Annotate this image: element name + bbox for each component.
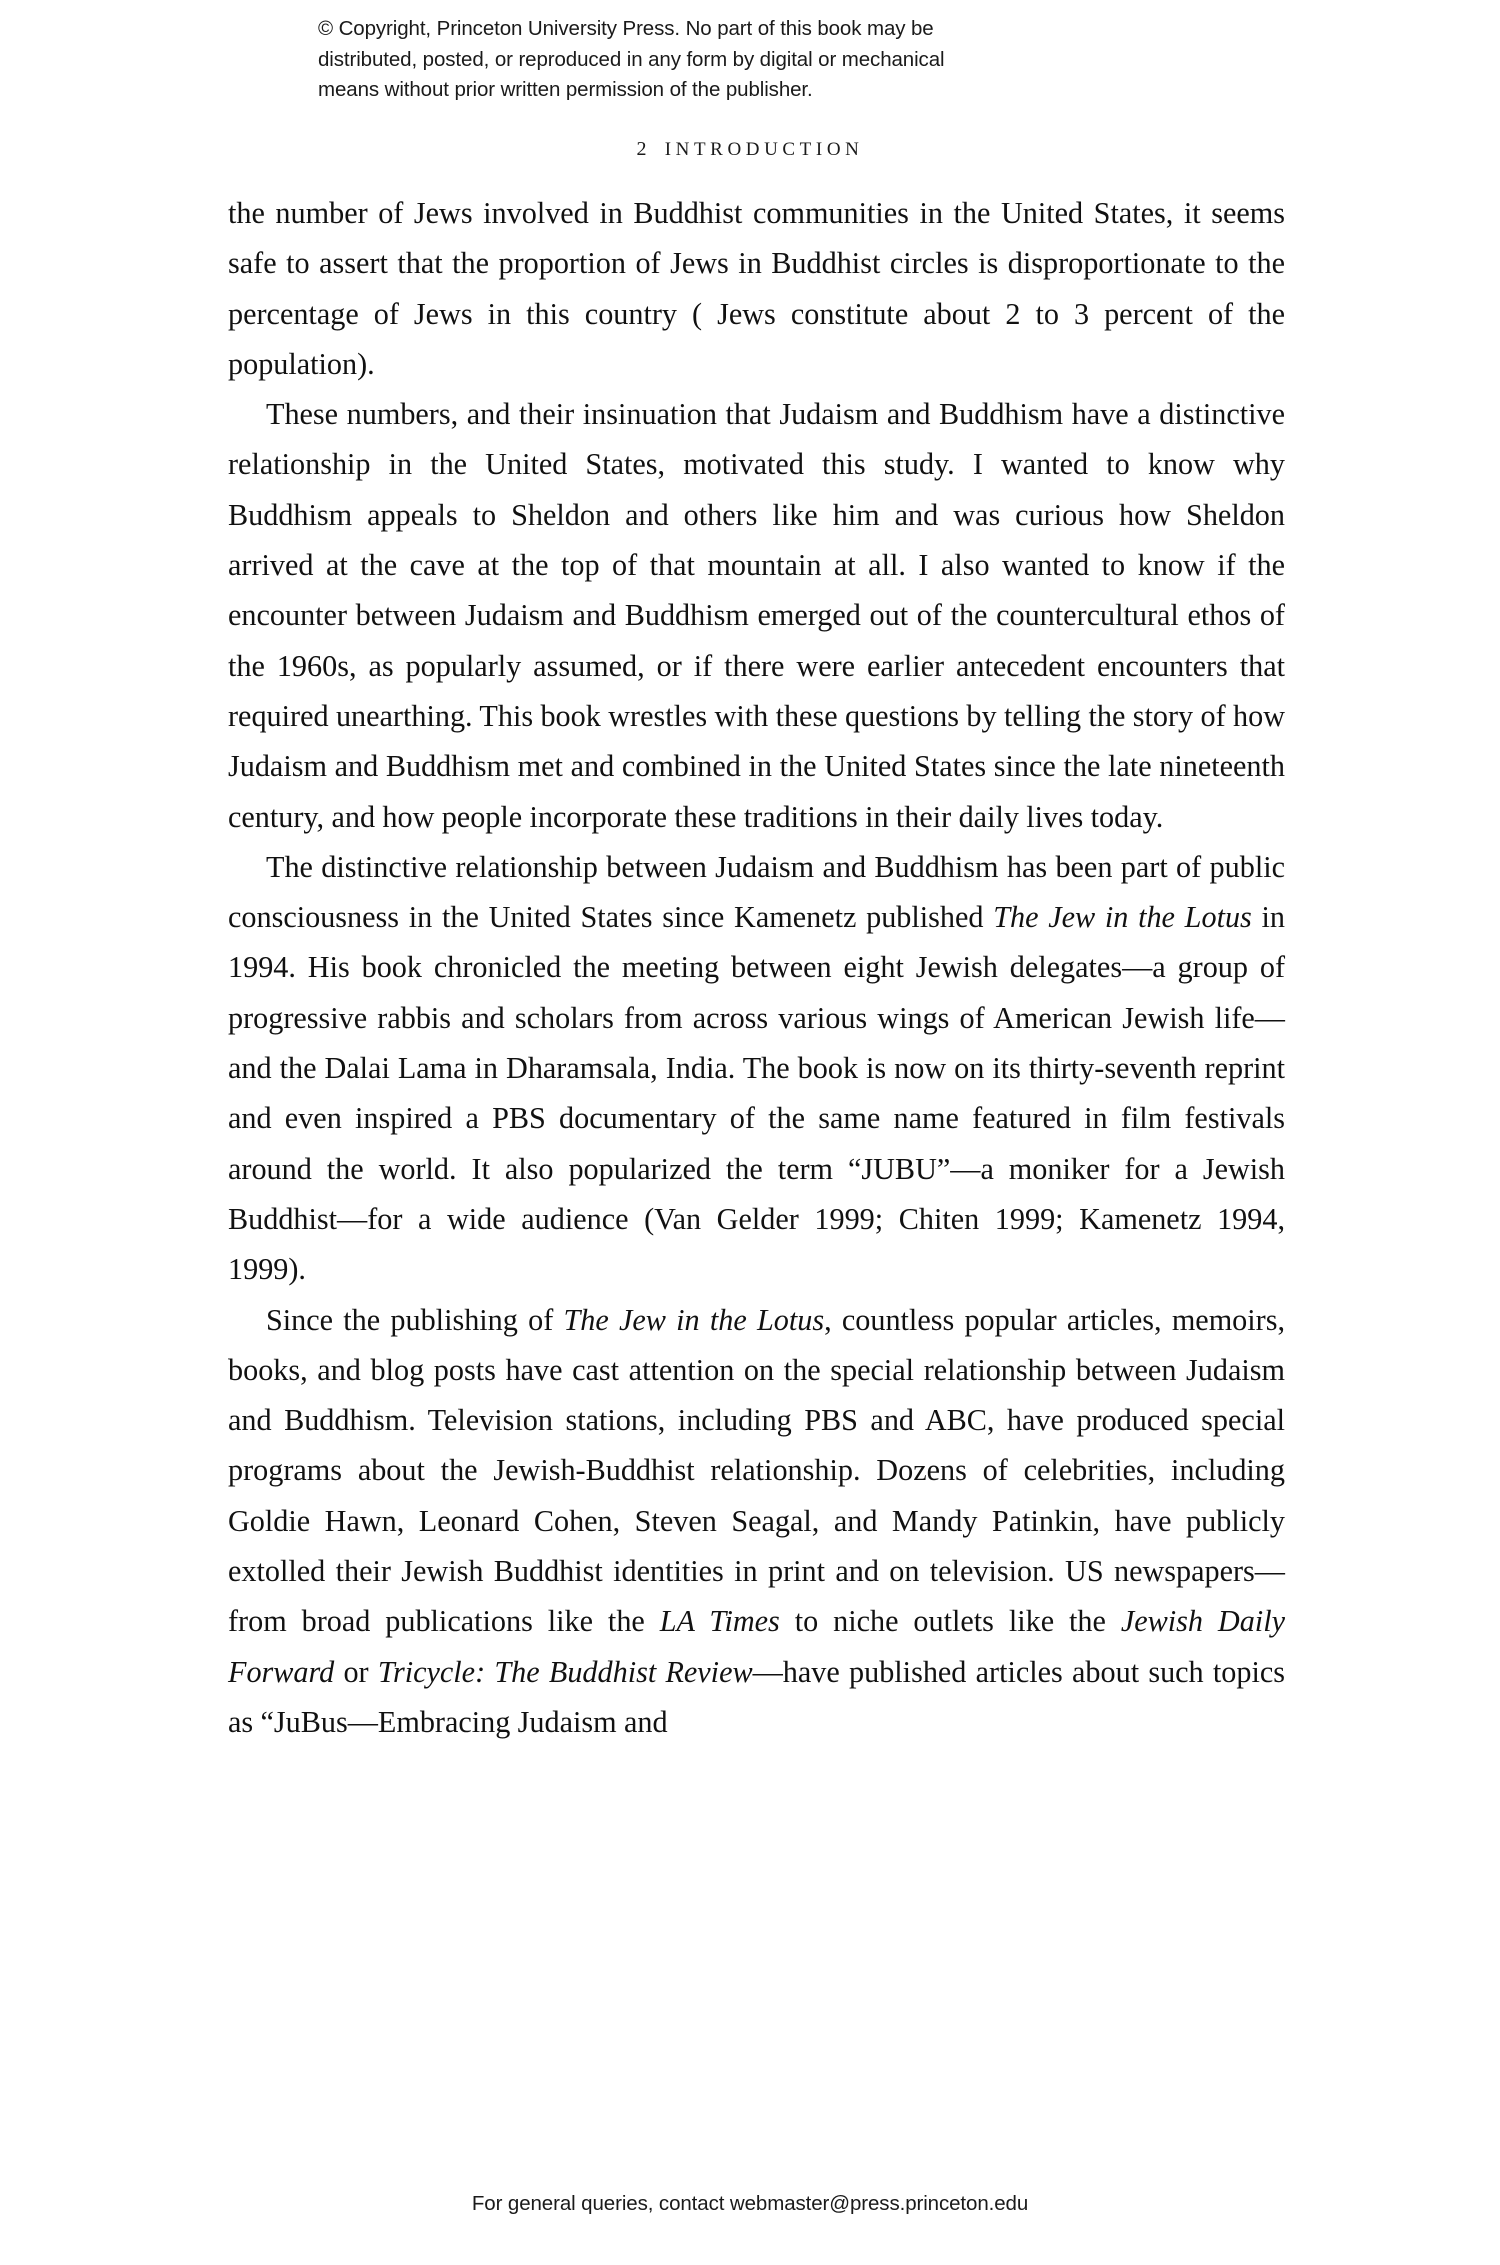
- italic-title-1: The Jew in the Lotus: [563, 1302, 825, 1337]
- text-run-4: to niche outlets like the: [779, 1604, 1121, 1639]
- page-folio-number: 2: [636, 138, 648, 160]
- italic-title-3: LA Times: [659, 1604, 780, 1639]
- italic-title-5: Jewish Daily Forward: [228, 1604, 1285, 1689]
- text-run-6: or: [334, 1654, 378, 1689]
- text-run-0: These numbers, and their insinuation that Judaism and Buddhism have a distinctive relationship in the United States, motivated this study. I wanted to know why Buddhism appeals to Sheldon and others like him and was curious how Sheldon arrived at the cave at the top of that mountain at all. I also wanted to know if the encounter between Judaism and Buddhism emerged out of the countercultural ethos of the 1960s, as popularly assumed, or if there were earlier antecedent encounters that required unearthing. This book wrestles with these questions by telling the story of how Judaism and Buddhism met and combined in the United States since the late nineteenth century, and how people incorporate these traditions in their daily lives today.: [228, 397, 1285, 834]
- para-distinctive-relationship: [228, 842, 1285, 1295]
- text-run-8: —have published articles about such topics as “JuBus—Embracing Judaism and: [228, 1654, 1285, 1739]
- text-run-0: Since the publishing of: [266, 1302, 564, 1337]
- text-run-2: in 1994. His book chronicled the meeting between eight Jewish delegates—a group of progressive rabbis and scholars from across various wings of American Jewish life—and the Dalai Lama in Dharamsala, India. The book is now on its thirty-seventh reprint and even inspired a PBS documentary of the same name featured in film festivals around the world. It also popularized the term “JUBU”—a moniker for a Jewish Buddhist—for a wide audience (Van Gelder 1999; Chiten 1999; Kamenetz 1994, 1999).: [228, 900, 1285, 1287]
- running-head-chapter-title: INTRODUCTION: [664, 139, 864, 160]
- copyright-line-2: distributed, posted, or reproduced in any form by digital or mechanical: [318, 47, 945, 71]
- italic-title-7: Tricycle: The Buddhist Review: [377, 1654, 753, 1689]
- text-run-0: the number of Jews involved in Buddhist communities in the United States, it seems safe to assert that the proportion of Jews in Buddhist circles is disproportionate to the percentage of Jews in this country ( Jews constitute about 2 to 3 percent of the population).: [228, 196, 1285, 381]
- copyright-notice: [318, 14, 1158, 106]
- page-body-text: [228, 188, 1285, 1747]
- text-run-2: , countless popular articles, memoirs, books, and blog posts have cast attention on the special relationship between Judaism and Buddhism. Television stations, including PBS and ABC, have produced special programs about the Jewish-Buddhist relationship. Dozens of celebrities, including Goldie Hawn, Leonard Cohen, Steven Seagal, and Mandy Patinkin, have publicly extolled their Jewish Buddhist identities in print and on television. US newspapers—from broad publications like the: [228, 1302, 1286, 1639]
- para-these-numbers: [228, 389, 1285, 842]
- para-since-publishing: [228, 1295, 1285, 1748]
- copyright-line-1: © Copyright, Princeton University Press. No part of this book may be: [318, 17, 934, 40]
- text-run-0: The distinctive relationship between Judaism and Buddhism has been part of public consciousness in the United States since Kamenetz published: [228, 849, 1285, 935]
- running-head: [0, 138, 1500, 161]
- copyright-line-3: means without prior written permission of the publisher.: [318, 78, 813, 101]
- para-continuation: [228, 188, 1285, 389]
- italic-title-1: The Jew in the Lotus: [993, 900, 1252, 935]
- page-footer: For general queries, contact webmaster@press.princeton.edu: [471, 2192, 1029, 2215]
